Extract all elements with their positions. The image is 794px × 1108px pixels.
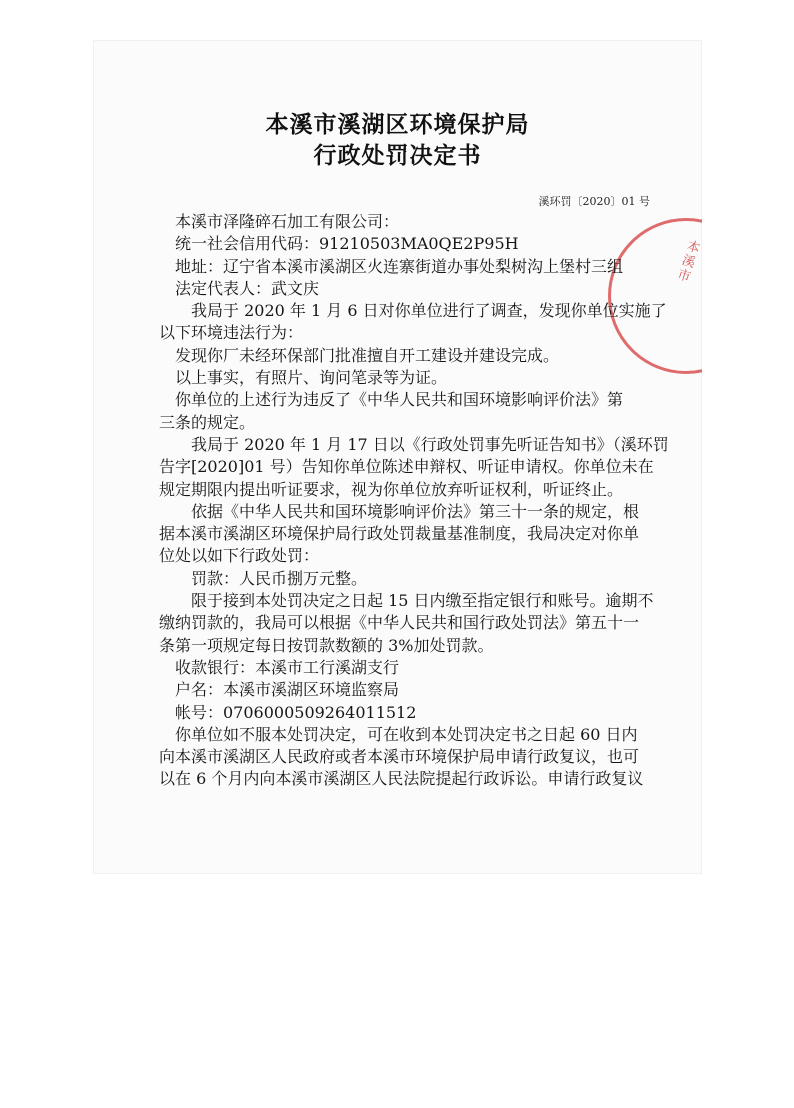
scanned-page xyxy=(93,40,702,874)
body-line: 你单位的上述行为违反了《中华人民共和国环境影响评价法》第 xyxy=(175,390,624,410)
document-body xyxy=(159,211,669,791)
fine-amount: 罚款：人民币捌万元整。 xyxy=(191,568,368,588)
payee-bank: 收款银行：本溪市工行溪湖支行 xyxy=(175,657,400,677)
body-line: 向本溪市溪湖区人民政府或者本溪市环境保护局申请行政复议，也可 xyxy=(159,747,640,767)
body-line: 以在 6 个月内向本溪市溪湖区人民法院提起行政诉讼。申请行政复议 xyxy=(159,769,644,789)
seal-text: 本溪市 xyxy=(675,238,702,286)
body-line: 规定期限内提出听证要求，视为你单位放弃听证权利，听证终止。 xyxy=(159,479,624,499)
body-line: 依据《中华人民共和国环境影响评价法》第三十一条的规定，根 xyxy=(191,501,640,521)
body-line: 发现你厂未经环保部门批准擅自开工建设并建设完成。 xyxy=(175,345,560,365)
recipient-name: 本溪市泽隆碎石加工有限公司： xyxy=(175,212,400,231)
legal-representative: 法定代表人：武文庆 xyxy=(175,278,320,298)
document-title xyxy=(93,110,702,172)
body-line: 我局于 2020 年 1 月 17 日以《行政处罚事先听证告知书》（溪环罚 xyxy=(191,434,669,454)
body-line: 条第一项规定每日按罚款数额的 3%加处罚款。 xyxy=(159,635,494,655)
account-name: 户名：本溪市溪湖区环境监察局 xyxy=(175,680,400,700)
body-line: 以上事实，有照片、询问笔录等为证。 xyxy=(175,368,448,388)
body-line: 缴纳罚款的，我局可以根据《中华人民共和国行政处罚法》第五十一 xyxy=(159,613,640,633)
body-line: 限于接到本处罚决定之日起 15 日内缴至指定银行和账号。逾期不 xyxy=(191,591,654,611)
title-line-2: 行政处罚决定书 xyxy=(313,143,482,169)
body-line: 位处以如下行政处罚： xyxy=(159,546,320,566)
title-line-1: 本溪市溪湖区环境保护局 xyxy=(265,112,530,138)
body-line: 以下环境违法行为： xyxy=(159,323,304,343)
body-line: 据本溪市溪湖区环境保护局行政处罚裁量基准制度，我局决定对你单 xyxy=(159,524,640,544)
address: 地址：辽宁省本溪市溪湖区火连寨街道办事处梨树沟上堡村三组 xyxy=(175,256,624,276)
document-number: 溪环罚〔2020〕01 号 xyxy=(538,195,650,208)
body-line: 我局于 2020 年 1 月 6 日对你单位进行了调查，发现你单位实施了 xyxy=(191,301,667,321)
credit-code: 统一社会信用代码：91210503MA0QE2P95H xyxy=(175,234,519,254)
body-line: 三条的规定。 xyxy=(159,412,256,432)
body-line: 你单位如不服本处罚决定，可在收到本处罚决定书之日起 60 日内 xyxy=(175,724,638,744)
body-line: 告字[2020]01 号）告知你单位陈述申辩权、听证申请权。你单位未在 xyxy=(159,457,654,477)
account-number: 帐号：0706000509264011512 xyxy=(175,702,417,722)
